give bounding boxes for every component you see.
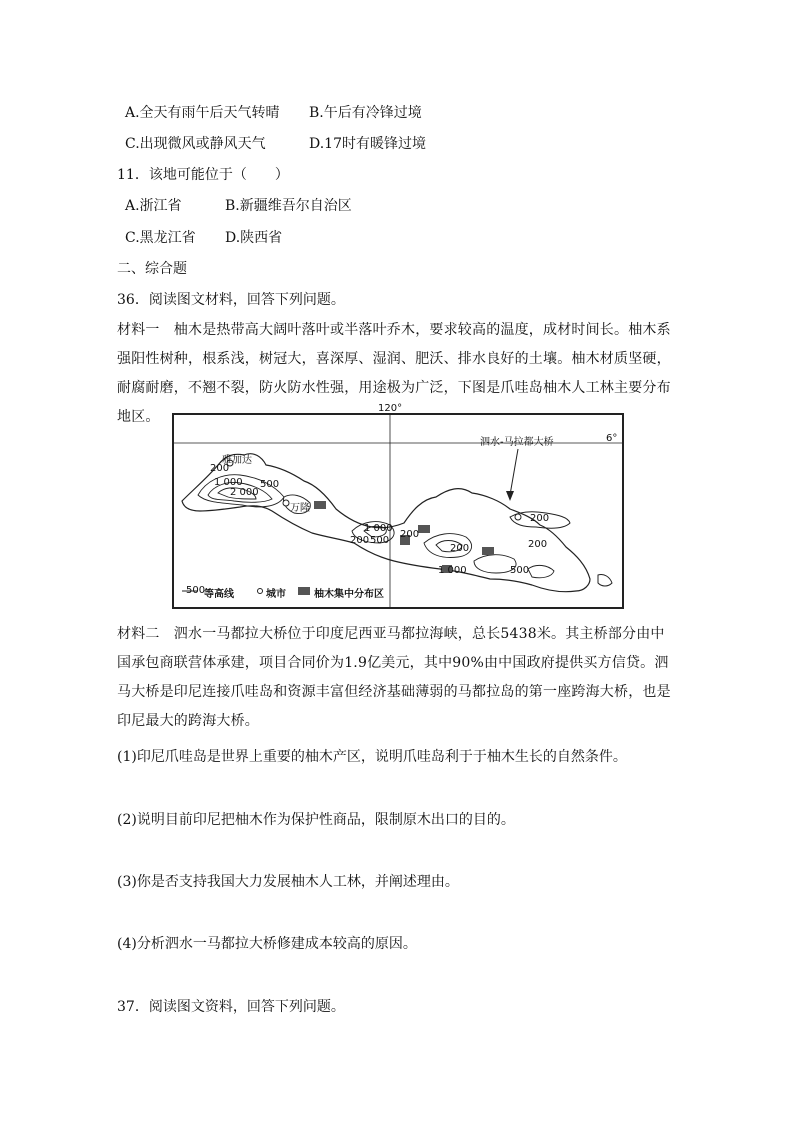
section-title: 二、综合题 — [117, 261, 187, 277]
legend-contour-label: 等高线 — [204, 589, 234, 600]
material-1: 材料一 柚木是热带高大阔叶落叶或半落叶乔木，要求较高的温度，成材时间长。柚木系强阳性树种，根系浅，树冠大，喜深厚、湿润、肥沃、排水良好的土壤。柚木材质坚硬，耐腐耐磨，不翘不裂，防火防水性强，用途极为广泛，下图是爪哇岛柚木人工林主要分布地区。 — [117, 322, 671, 425]
option-b: B.午后有冷锋过境 — [309, 105, 422, 121]
sub-question-3: (3)你是否支持我国大力发展柚木人工林，并阐述理由。 — [117, 874, 459, 890]
contour-label: 200 — [400, 529, 420, 540]
map-drawing — [174, 415, 622, 607]
sub-question-1: (1)印尼爪哇岛是世界上重要的柚木产区，说明爪哇岛利于于柚木生长的自然条件。 — [117, 749, 627, 765]
latitude-label: 6° — [606, 433, 618, 444]
teak-area — [314, 501, 326, 509]
question-36-stem: 36．阅读图文材料，回答下列问题。 — [117, 292, 345, 308]
java-teak-map — [172, 403, 624, 609]
contour-label: 200 — [350, 535, 370, 546]
question-37-stem: 37．阅读图文资料，回答下列问题。 — [117, 999, 345, 1015]
option-c: C.黑龙江省 — [125, 230, 196, 246]
legend-contour-value: 500 — [186, 585, 206, 596]
contour-label: 500 — [370, 535, 390, 546]
contour-label: 200 — [528, 539, 548, 550]
bridge-arrow — [510, 449, 518, 495]
city-label: 万隆 — [290, 503, 310, 514]
option-c: C.出现微风或静风天气 — [125, 136, 266, 152]
contour-label: 200 — [530, 513, 550, 524]
city-marker — [283, 500, 289, 506]
option-b: B.新疆维吾尔自治区 — [225, 198, 352, 214]
option-a: A.浙江省 — [125, 198, 182, 214]
contour-label: 200 — [210, 463, 230, 474]
teak-area — [482, 547, 494, 555]
contour-label: 2 000 — [230, 487, 259, 498]
legend-city-label: 城市 — [266, 589, 286, 600]
contour-label: 500 — [260, 479, 280, 490]
material-2: 材料二 泗水一马都拉大桥位于印度尼西亚马都拉海峡，总长5438米。其主桥部分由中国承包商联营体承建，项目合同价为1.9亿美元，其中90%由中国政府提供买方信贷。泗马大桥是印尼连接爪哇岛和资源丰富但经济基础薄弱的马都拉岛的第一座跨海大桥，也是印尼最大的跨海大桥。 — [117, 626, 671, 729]
option-d: D.17时有暖锋过境 — [309, 136, 426, 152]
sub-question-4: (4)分析泗水一马都拉大桥修建成本较高的原因。 — [117, 936, 417, 952]
city-label: 雅加达 — [222, 455, 252, 466]
contour-line — [528, 565, 554, 577]
longitude-label: 120° — [378, 403, 403, 414]
option-a: A.全天有雨午后天气转晴 — [125, 105, 280, 121]
contour-label: 1 000 — [364, 523, 393, 534]
contour-label: 200 — [450, 543, 470, 554]
city-marker — [515, 514, 521, 520]
legend-teak-label: 柚木集中分布区 — [314, 589, 384, 600]
contour-label: 1 000 — [214, 477, 243, 488]
question-11-stem: 11．该地可能位于（ ） — [117, 167, 289, 183]
bali-island — [598, 574, 612, 586]
contour-label: 1 000 — [438, 565, 467, 576]
legend-city-symbol — [258, 589, 263, 594]
teak-area — [418, 525, 430, 533]
bridge-arrowhead — [506, 491, 514, 501]
option-d: D.陕西省 — [225, 230, 283, 246]
legend-teak-symbol — [298, 587, 310, 595]
sub-question-2: (2)说明目前印尼把柚木作为保护性商品，限制原木出口的目的。 — [117, 812, 515, 828]
contour-label: 500 — [510, 565, 530, 576]
bridge-label: 泗水-马拉都大桥 — [480, 437, 554, 448]
